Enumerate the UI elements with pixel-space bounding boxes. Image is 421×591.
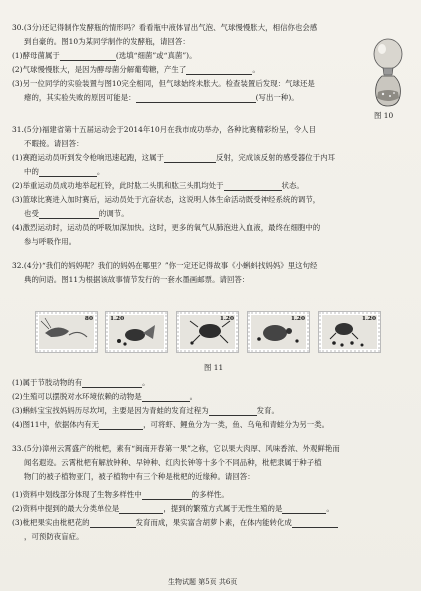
stamp-3 [177, 312, 238, 352]
stamp-1 [36, 312, 97, 352]
q31-sub1-blank [164, 154, 216, 163]
q32-sub3 [12, 406, 279, 416]
q33-sub3-text: (3)枇杷果实由枇杷花的 [12, 518, 90, 527]
q33-sub1 [12, 490, 229, 500]
q31-sub1-line2-text: 中的 [24, 167, 39, 176]
q31-sub1-line2-suffix: 。 [96, 167, 105, 176]
fermentation-bottle-figure [368, 38, 408, 108]
q32-sub3-blank [209, 407, 257, 416]
q31-sub3-text: 也受 [24, 209, 39, 218]
stamp-5 [319, 312, 380, 352]
q30-stem-line2: 到自豪的。图10为某同学制作的发酵瓶，请回答： [24, 37, 190, 46]
q30-sub2-text: (2)气球慢慢胀大，是因为酵母菌分解葡萄糖，产生了 [12, 65, 187, 74]
q33-sub3-line2: ，可预防夜盲症。 [24, 532, 84, 541]
q31-sub4-line2: 参与呼吸作用。 [24, 237, 77, 246]
q31-sub4-line1: (4)激烈运动时，运动员的呼吸加深加快。这时，更多的氧气从肺泡进入血液，最终在细胞中的 [12, 223, 321, 232]
q31-sub1-line2-blank [39, 168, 97, 177]
q31-sub2-text: (2)举重运动员成功地举起杠铃，此时肱二头肌和肱三头肌均处于 [12, 181, 224, 190]
q30-sub3-blank [136, 94, 256, 103]
q32-sub1-text: (1)属于节肢动物的有 [12, 378, 83, 387]
q30-sub1-text: (1)酵母菌属于 [12, 51, 60, 60]
stamp-2-value: 1.20 [110, 316, 125, 322]
q32-sub3-suffix: 发育。 [256, 406, 279, 415]
q33-sub2-blank-a [119, 505, 163, 514]
q31-sub1-line2 [24, 167, 104, 177]
q31-stem-line1: 31.(5分)福建省第十五届运动会于2014年10月在我市成功举办，各种比赛精彩纷呈，令人目 [12, 125, 317, 134]
q30-sub1-blank [60, 52, 116, 61]
q31-sub2 [12, 181, 304, 191]
q33-sub1-blank [142, 491, 192, 500]
q31-sub3-blank [39, 210, 99, 219]
figure-10-caption: 图 10 [374, 111, 394, 120]
q33-sub3-blank-a [90, 519, 136, 528]
q33-sub2-suffix: 。 [326, 504, 334, 513]
q30-sub3-line2 [24, 93, 299, 103]
q32-sub2-text: (2)生殖可以摆脱对水环境依赖的动物是 [12, 392, 142, 401]
q32-sub4-text: (4)图11中，依据体内有无 [12, 420, 100, 429]
q33-sub3 [12, 518, 338, 528]
q30-sub2-blank [186, 66, 252, 75]
q33-sub2-mid: ，提到的繁殖方式属于无性生殖的是 [163, 504, 283, 513]
q31-sub3-suffix: 的调节。 [98, 209, 129, 218]
q30-sub3-text: 瘪的，其实验失败的原因可能是： [24, 93, 136, 102]
q30-sub1 [12, 51, 197, 61]
q31-sub3-line1: (3)篮球比赛进入加时赛后，运动员处于亢奋状态，这说明人体生命活动既受神经系统的调节， [12, 195, 321, 204]
q32-sub3-text: (3)蝌蚪宝宝找妈妈历尽坎坷，主要是因为青蛙的发育过程为 [12, 406, 209, 415]
q32-sub4 [12, 420, 329, 430]
tadpole-stamp-set [36, 312, 380, 354]
q30-sub2 [12, 65, 260, 75]
q31-sub1-text: (1)赛跑运动员听到发令枪响迅速起跑，这属于 [12, 153, 164, 162]
q32-sub1-blank [82, 379, 142, 388]
q31-sub2-suffix: 状态。 [281, 181, 304, 190]
q32-sub1 [12, 378, 150, 388]
q32-sub4-suffix: ，可将虾、鲤鱼分为一类，鱼、乌龟和青蛙分为另一类。 [143, 420, 330, 429]
q30-sub2-suffix: 。 [252, 65, 260, 74]
q32-sub4-blank [99, 421, 143, 430]
q33-sub3-blank-b [292, 519, 338, 528]
q30-stem-line1: 30.(3分)还记得制作发酵瓶的情形吗？看看瓶中液体冒出气泡、气球慢慢胀大，相信你也会感 [12, 23, 318, 32]
page-footer: 生物试题 第5页 共6页 [168, 578, 238, 586]
q32-sub1-suffix: 。 [142, 378, 150, 387]
stamp-3-value: 1.20 [219, 316, 234, 322]
q31-sub1-suffix: 反射，完成该反射的感受器位于内耳 [216, 153, 336, 162]
q31-sub1 [12, 153, 335, 163]
q31-stem-line2: 不暇接。请回答： [24, 139, 84, 148]
q30-sub1-suffix: (选填“细菌”或“真菌”)。 [115, 51, 197, 60]
q33-stem-line1: 33.(5分)漳州云霄盛产的枇杷，素有“闽南开春第一果”之称，它以果大肉厚、风味香浓、外观鲜艳而 [12, 444, 340, 453]
q32-stem-line1: 32.(4分)“我们的妈妈呢？我们的妈妈在哪里？”你一定还记得故事《小蝌蚪找妈妈》里这句经 [12, 261, 318, 270]
q32-sub2-blank [142, 393, 190, 402]
q33-sub1-suffix: 的多样性。 [191, 490, 229, 499]
q33-sub3-mid: 发育而成，果实富含胡萝卜素，在体内能转化成 [135, 518, 292, 527]
q31-sub3-line2 [24, 209, 129, 219]
q32-stem-line2: 典的问语。图11为根据该故事情节发行的一套水墨画邮票。请回答： [24, 275, 250, 284]
q30-sub3-line1: (3)另一位同学的实验装置与图10完全相同，但气球始终未胀大。检查装置后发现：气球还是 [12, 79, 315, 88]
q33-stem-line2: 闻名遐迩。云霄枇杷有解放钟种、早钟种、红肉长钟等十多个不同品种，枇杷隶属于种子植 [24, 458, 322, 467]
q32-sub2 [12, 392, 197, 402]
q30-sub3-suffix: (写出一种)。 [255, 93, 299, 102]
q31-sub2-blank [224, 182, 282, 191]
stamp-4-value: 1.20 [290, 316, 305, 322]
q33-stem-line3: 物门的被子植物亚门，被子植物中有三个种是枇杷的近缘种。请回答： [24, 472, 255, 481]
stamp-1-value: 80 [84, 316, 93, 322]
q33-sub2-text: (2)资料中提到的最大分类单位是 [12, 504, 120, 513]
figure-11-caption: 图 11 [204, 363, 224, 372]
q33-sub1-text: (1)资料中划线部分体现了生物多样性中 [12, 490, 142, 499]
q32-sub2-suffix: 。 [189, 392, 198, 401]
q33-sub2-blank-b [282, 505, 326, 514]
q33-sub2 [12, 504, 334, 514]
stamp-2 [106, 312, 167, 352]
stamp-4 [248, 312, 309, 352]
stamp-5-value: 1.20 [361, 316, 376, 322]
